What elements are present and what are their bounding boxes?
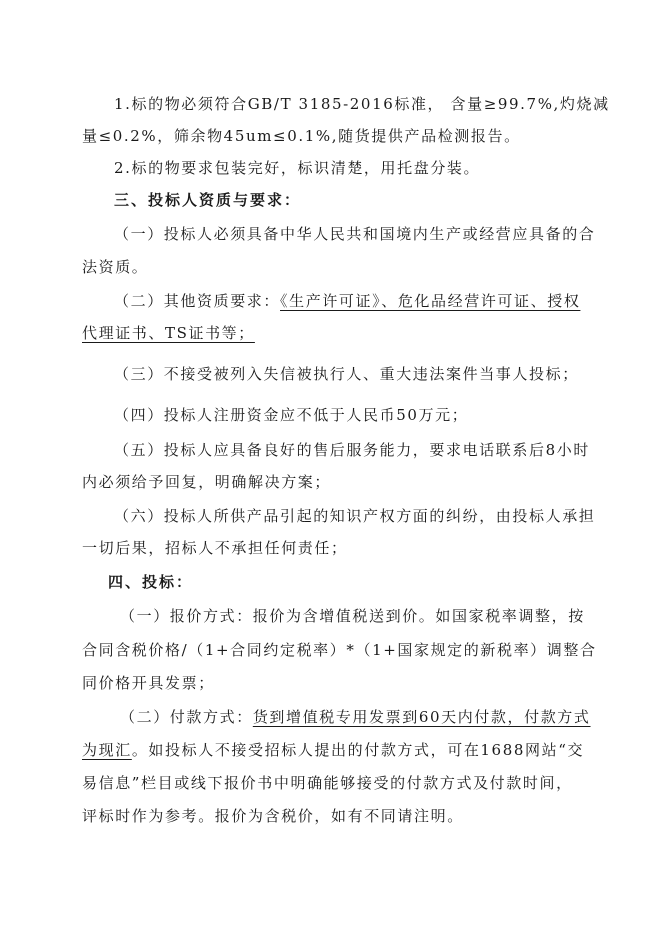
requirement-1-line-1: 1.标的物必须符合GB/T 3185-2016标准， 含量≥99.7%,灼烧减 <box>114 95 610 113</box>
s4-item-2-line-4: 评标时作为参考。报价为含税价，如有不同请注明。 <box>82 807 464 825</box>
s4-item-2-underlined-2: 为现汇 <box>82 741 132 759</box>
s4-item-2-line-3: 易信息”栏目或线下报价书中明确能够接受的付款方式及付款时间， <box>82 774 573 792</box>
section-3-heading: 三、投标人资质与要求： <box>114 191 302 209</box>
section-4-heading: 四、投标： <box>108 573 194 591</box>
s3-item-5-line-1: （五）投标人应具备良好的售后服务能力，要求电话联系后8小时 <box>114 441 590 459</box>
s4-item-1-line-1: （一）报价方式：报价为含增值税送到价。如国家税率调整，按 <box>120 607 585 625</box>
s4-item-1-line-2: 合同含税价格/（1+合同约定税率）*（1+国家规定的新税率）调整合 <box>82 641 597 659</box>
s3-item-2-line-1 <box>114 291 580 311</box>
s4-item-2-underlined-1: 货到增值税专用发票到60天内付款，付款方式 <box>252 708 591 726</box>
s3-item-1-line-2: 法资质。 <box>82 258 149 276</box>
s4-item-2-line-1 <box>120 707 591 727</box>
s3-item-5-line-2: 内必须给予回复，明确解决方案； <box>82 473 332 491</box>
s4-item-2-line-2-rest: 。如投标人不接受招标人提出的付款方式，可在1688网站“交 <box>131 741 585 759</box>
s3-item-2-underlined-1: 《生产许可证》、危化品经营许可证、授权 <box>280 292 581 310</box>
s3-item-6-line-2: 一切后果，招标人不承担任何责任； <box>82 539 348 557</box>
s3-item-3: （三）不接受被列入失信被执行人、重大违法案件当事人投标； <box>114 365 579 383</box>
s3-item-2-line-2 <box>82 323 255 343</box>
requirement-2: 2.标的物要求包装完好，标识清楚，用托盘分装。 <box>114 159 481 177</box>
s3-item-2-underlined-2: 代理证书、TS证书等； <box>82 324 255 342</box>
s3-item-4: （四）投标人注册资金应不低于人民币50万元； <box>114 406 469 424</box>
s4-item-1-line-3: 同价格开具发票； <box>82 674 215 692</box>
s4-item-2-label: （二）付款方式： <box>120 708 253 726</box>
s3-item-6-line-1: （六）投标人所供产品引起的知识产权方面的纠纷，由投标人承担 <box>114 507 596 525</box>
s3-item-2-label: （二）其他资质要求： <box>114 292 281 310</box>
requirement-1-line-2: 量≤0.2%，筛余物45um≤0.1%,随货提供产品检测报告。 <box>82 127 521 145</box>
s3-item-1-line-1: （一）投标人必须具备中华人民共和国境内生产或经营应具备的合 <box>114 225 596 243</box>
s4-item-2-line-2 <box>82 740 584 760</box>
